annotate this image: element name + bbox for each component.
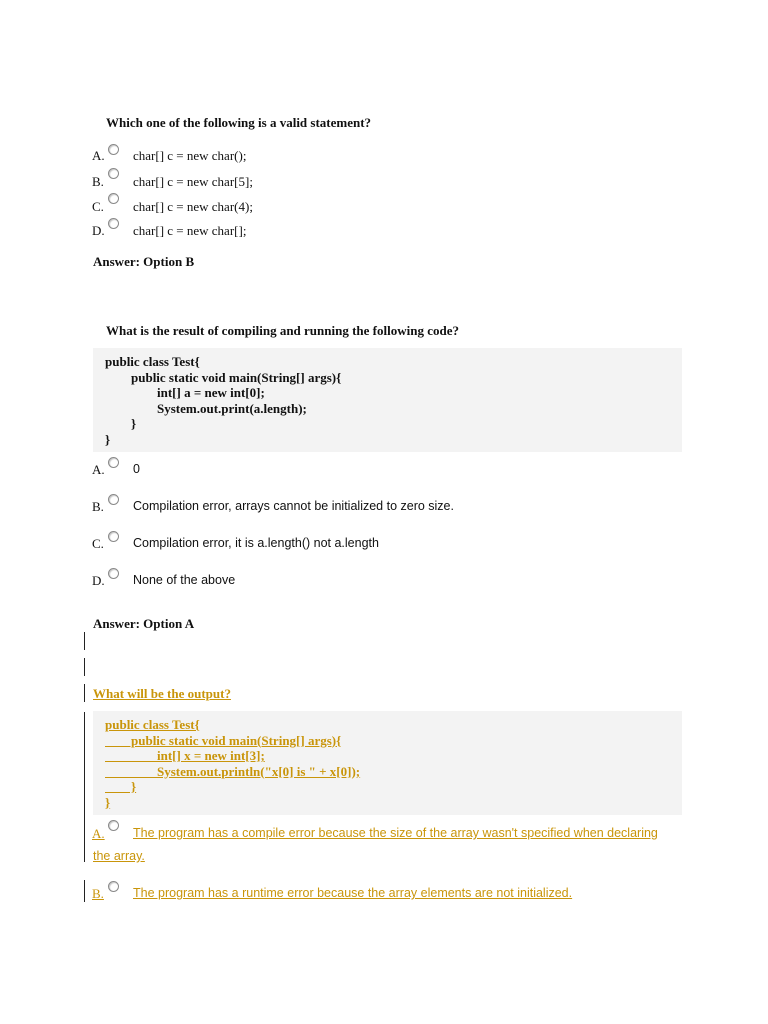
radio-button[interactable]: [108, 457, 119, 468]
code-line: System.out.print(a.length);: [105, 400, 307, 416]
radio-button[interactable]: [108, 218, 119, 229]
option-text: None of the above: [133, 573, 236, 587]
code-line: System.out.println("x[0] is " + x[0]);: [105, 763, 361, 779]
change-bar: [84, 712, 85, 862]
option-letter: B.: [92, 886, 104, 901]
change-bar: [84, 880, 85, 902]
q3-question-text: What will be the output?: [93, 686, 231, 701]
option-text: 0: [133, 462, 140, 476]
radio-button[interactable]: [108, 168, 119, 179]
code-line: }: [105, 794, 111, 810]
option-text: char[] c = new char[];: [133, 223, 247, 238]
code-line: }: [105, 779, 137, 794]
change-bar: [84, 658, 85, 676]
radio-button[interactable]: [108, 820, 119, 831]
change-bar: [84, 684, 85, 702]
option-text: char[] c = new char();: [133, 148, 247, 163]
q3-code-block: [93, 711, 682, 815]
option-text: The program has a runtime error because the array elements are not initialized.: [133, 886, 573, 900]
option-text-continued: the array.: [93, 849, 145, 863]
radio-button[interactable]: [108, 494, 119, 505]
option-letter: A.: [92, 148, 105, 163]
option-text: Compilation error, it is a.length() not a.length: [133, 536, 379, 550]
option-text: The program has a compile error because the size of the array wasn't specified when declaring: [133, 826, 658, 840]
code-line: public static void main(String[] args){: [105, 369, 342, 385]
code-line: public class Test{: [105, 717, 200, 732]
option-letter: D.: [92, 573, 105, 588]
option-letter: A.: [92, 826, 105, 841]
option-text: char[] c = new char(4);: [133, 199, 253, 214]
code-line: public static void main(String[] args){: [105, 732, 342, 748]
code-line: }: [105, 416, 137, 431]
change-bar: [84, 632, 85, 650]
q1-question: Which one of the following is a valid statement?: [106, 115, 372, 130]
option-letter: C.: [92, 199, 104, 214]
radio-button[interactable]: [108, 568, 119, 579]
option-text: Compilation error, arrays cannot be initialized to zero size.: [133, 499, 454, 513]
q2-code-block: [93, 348, 682, 452]
option-letter: D.: [92, 223, 105, 238]
option-letter: B.: [92, 174, 104, 189]
code-line: public class Test{: [105, 354, 200, 369]
radio-button[interactable]: [108, 881, 119, 892]
radio-button[interactable]: [108, 144, 119, 155]
q2-answer: Answer: Option A: [93, 616, 195, 631]
q2-question: What is the result of compiling and running the following code?: [106, 323, 459, 338]
option-letter: C.: [92, 536, 104, 551]
option-letter: A.: [92, 462, 105, 477]
radio-button[interactable]: [108, 531, 119, 542]
code-line: int[] a = new int[0];: [105, 385, 265, 400]
code-line: }: [105, 431, 111, 447]
option-text: char[] c = new char[5];: [133, 174, 253, 189]
q3-question: [93, 686, 231, 702]
q1-answer: Answer: Option B: [93, 254, 195, 269]
option-letter: B.: [92, 499, 104, 514]
code-line: int[] x = new int[3];: [105, 748, 265, 763]
radio-button[interactable]: [108, 193, 119, 204]
